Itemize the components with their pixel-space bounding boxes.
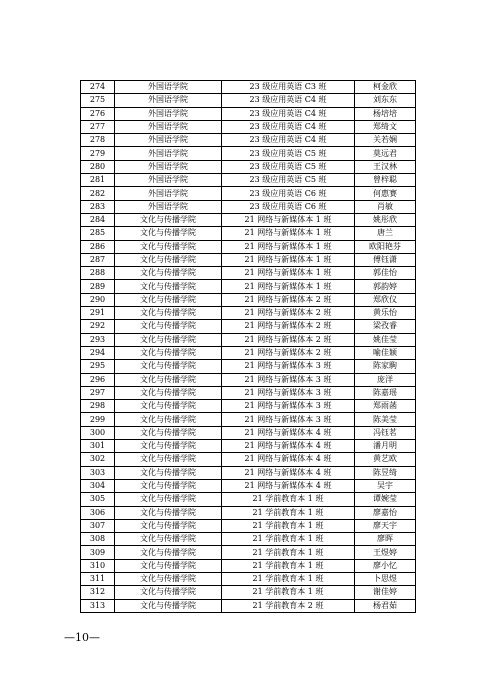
- class-cell: 21 网络与新媒体本 4 班: [222, 440, 355, 453]
- college-cell: 文化与传播学院: [115, 333, 222, 346]
- row-number-cell: 294: [81, 346, 115, 359]
- class-cell: 21 学前教育本 1 班: [222, 493, 355, 506]
- row-number-cell: 292: [81, 320, 115, 333]
- table-row: [81, 307, 416, 320]
- row-number-cell: 301: [81, 440, 115, 453]
- college-cell: 文化与传播学院: [115, 493, 222, 506]
- student-name-cell: 陈美莹: [355, 413, 416, 426]
- table-row: [81, 586, 416, 599]
- class-cell: 21 网络与新媒体本 1 班: [222, 240, 355, 253]
- student-name-cell: 傅钰潇: [355, 253, 416, 266]
- college-cell: 文化与传播学院: [115, 559, 222, 572]
- row-number-cell: 277: [81, 120, 115, 133]
- table-row: [81, 200, 416, 213]
- college-cell: 外国语学院: [115, 107, 222, 120]
- college-cell: 外国语学院: [115, 81, 222, 94]
- class-cell: 21 网络与新媒体本 2 班: [222, 346, 355, 359]
- student-name-cell: 杨培培: [355, 107, 416, 120]
- table-row: [81, 413, 416, 426]
- row-number-cell: 286: [81, 240, 115, 253]
- college-cell: 文化与传播学院: [115, 320, 222, 333]
- class-cell: 21 学前教育本 1 班: [222, 546, 355, 559]
- student-name-cell: 唐兰: [355, 227, 416, 240]
- student-name-cell: 何惠赛: [355, 187, 416, 200]
- table-row: [81, 213, 416, 226]
- student-name-cell: 王煜婷: [355, 546, 416, 559]
- class-cell: 23 级应用英语 C6 班: [222, 187, 355, 200]
- college-cell: 外国语学院: [115, 120, 222, 133]
- college-cell: 文化与传播学院: [115, 267, 222, 280]
- student-name-cell: 卜思煜: [355, 572, 416, 585]
- row-number-cell: 309: [81, 546, 115, 559]
- college-cell: 文化与传播学院: [115, 546, 222, 559]
- class-cell: 21 网络与新媒体本 1 班: [222, 267, 355, 280]
- row-number-cell: 276: [81, 107, 115, 120]
- table-row: [81, 147, 416, 160]
- class-cell: 21 网络与新媒体本 2 班: [222, 293, 355, 306]
- row-number-cell: 298: [81, 400, 115, 413]
- table-row: [81, 572, 416, 585]
- class-cell: 21 学前教育本 1 班: [222, 572, 355, 585]
- row-number-cell: 281: [81, 174, 115, 187]
- class-cell: 21 网络与新媒体本 4 班: [222, 426, 355, 439]
- college-cell: 文化与传播学院: [115, 466, 222, 479]
- college-cell: 文化与传播学院: [115, 440, 222, 453]
- class-cell: 21 网络与新媒体本 1 班: [222, 280, 355, 293]
- class-cell: 21 网络与新媒体本 1 班: [222, 253, 355, 266]
- student-name-cell: 黄乐怡: [355, 307, 416, 320]
- row-number-cell: 302: [81, 453, 115, 466]
- student-name-cell: 谢佳婷: [355, 586, 416, 599]
- college-cell: 文化与传播学院: [115, 519, 222, 532]
- student-name-cell: 郭韵婷: [355, 280, 416, 293]
- row-number-cell: 289: [81, 280, 115, 293]
- row-number-cell: 282: [81, 187, 115, 200]
- student-name-cell: 柯金欣: [355, 81, 416, 94]
- class-cell: 21 学前教育本 1 班: [222, 586, 355, 599]
- student-name-cell: 黄艺欧: [355, 453, 416, 466]
- row-number-cell: 310: [81, 559, 115, 572]
- college-cell: 文化与传播学院: [115, 240, 222, 253]
- row-number-cell: 312: [81, 586, 115, 599]
- class-cell: 21 网络与新媒体本 3 班: [222, 360, 355, 373]
- college-cell: 文化与传播学院: [115, 413, 222, 426]
- student-name-cell: 关若娴: [355, 134, 416, 147]
- row-number-cell: 290: [81, 293, 115, 306]
- table-body: [81, 81, 416, 613]
- table-row: [81, 386, 416, 399]
- class-cell: 21 网络与新媒体本 2 班: [222, 333, 355, 346]
- class-cell: 21 网络与新媒体本 3 班: [222, 386, 355, 399]
- row-number-cell: 293: [81, 333, 115, 346]
- table-row: [81, 134, 416, 147]
- table-row: [81, 240, 416, 253]
- college-cell: 文化与传播学院: [115, 373, 222, 386]
- table-row: [81, 360, 416, 373]
- student-name-cell: 谭婉莹: [355, 493, 416, 506]
- student-name-cell: 欧阳艳芬: [355, 240, 416, 253]
- college-cell: 文化与传播学院: [115, 453, 222, 466]
- class-cell: 23 级应用英语 C4 班: [222, 94, 355, 107]
- class-cell: 21 网络与新媒体本 1 班: [222, 227, 355, 240]
- class-cell: 21 网络与新媒体本 1 班: [222, 213, 355, 226]
- student-name-cell: 莫远君: [355, 147, 416, 160]
- table-row: [81, 267, 416, 280]
- class-cell: 21 学前教育本 1 班: [222, 519, 355, 532]
- page-number: —10—: [64, 631, 100, 644]
- college-cell: 文化与传播学院: [115, 227, 222, 240]
- college-cell: 文化与传播学院: [115, 586, 222, 599]
- class-cell: 21 网络与新媒体本 3 班: [222, 413, 355, 426]
- college-cell: 文化与传播学院: [115, 213, 222, 226]
- table-row: [81, 293, 416, 306]
- student-name-cell: 曾梓聪: [355, 174, 416, 187]
- class-cell: 21 网络与新媒体本 2 班: [222, 320, 355, 333]
- row-number-cell: 306: [81, 506, 115, 519]
- student-name-cell: 姚彤欣: [355, 213, 416, 226]
- row-number-cell: 311: [81, 572, 115, 585]
- college-cell: 外国语学院: [115, 134, 222, 147]
- student-name-cell: 冯钰茗: [355, 426, 416, 439]
- college-cell: 外国语学院: [115, 147, 222, 160]
- row-number-cell: 313: [81, 599, 115, 612]
- row-number-cell: 308: [81, 533, 115, 546]
- class-cell: 23 级应用英语 C5 班: [222, 174, 355, 187]
- college-cell: 文化与传播学院: [115, 253, 222, 266]
- row-number-cell: 300: [81, 426, 115, 439]
- student-name-cell: 廖天宇: [355, 519, 416, 532]
- row-number-cell: 307: [81, 519, 115, 532]
- college-cell: 文化与传播学院: [115, 293, 222, 306]
- student-list-table: [80, 80, 416, 613]
- college-cell: 外国语学院: [115, 187, 222, 200]
- table-row: [81, 493, 416, 506]
- class-cell: 21 网络与新媒体本 3 班: [222, 400, 355, 413]
- table-row: [81, 546, 416, 559]
- class-cell: 21 网络与新媒体本 4 班: [222, 466, 355, 479]
- row-number-cell: 280: [81, 160, 115, 173]
- table-row: [81, 346, 416, 359]
- row-number-cell: 274: [81, 81, 115, 94]
- class-cell: 21 网络与新媒体本 4 班: [222, 453, 355, 466]
- college-cell: 文化与传播学院: [115, 426, 222, 439]
- row-number-cell: 279: [81, 147, 115, 160]
- student-name-cell: 吴宇: [355, 479, 416, 492]
- college-cell: 文化与传播学院: [115, 360, 222, 373]
- class-cell: 23 级应用英语 C3 班: [222, 81, 355, 94]
- table-row: [81, 94, 416, 107]
- row-number-cell: 285: [81, 227, 115, 240]
- table-row: [81, 187, 416, 200]
- table-row: [81, 400, 416, 413]
- student-name-cell: 廖晖: [355, 533, 416, 546]
- college-cell: 文化与传播学院: [115, 346, 222, 359]
- table-row: [81, 506, 416, 519]
- table-row: [81, 519, 416, 532]
- student-name-cell: 陈昱绮: [355, 466, 416, 479]
- class-cell: 23 级应用英语 C5 班: [222, 160, 355, 173]
- student-name-cell: 梁孜睿: [355, 320, 416, 333]
- table-row: [81, 466, 416, 479]
- table-row: [81, 426, 416, 439]
- row-number-cell: 299: [81, 413, 115, 426]
- student-name-cell: 郭佳怡: [355, 267, 416, 280]
- table-row: [81, 453, 416, 466]
- class-cell: 21 学前教育本 1 班: [222, 533, 355, 546]
- student-name-cell: 廖小忆: [355, 559, 416, 572]
- table-row: [81, 599, 416, 612]
- class-cell: 21 学前教育本 1 班: [222, 506, 355, 519]
- student-name-cell: 王汉林: [355, 160, 416, 173]
- student-name-cell: 陈家駒: [355, 360, 416, 373]
- student-name-cell: 郑雨菡: [355, 400, 416, 413]
- row-number-cell: 288: [81, 267, 115, 280]
- row-number-cell: 283: [81, 200, 115, 213]
- student-name-cell: 庞洋: [355, 373, 416, 386]
- college-cell: 文化与传播学院: [115, 533, 222, 546]
- table-row: [81, 253, 416, 266]
- college-cell: 文化与传播学院: [115, 307, 222, 320]
- class-cell: 21 网络与新媒体本 3 班: [222, 373, 355, 386]
- table-row: [81, 227, 416, 240]
- table-row: [81, 533, 416, 546]
- student-name-cell: 杨君茹: [355, 599, 416, 612]
- row-number-cell: 297: [81, 386, 115, 399]
- row-number-cell: 287: [81, 253, 115, 266]
- college-cell: 文化与传播学院: [115, 506, 222, 519]
- table-row: [81, 559, 416, 572]
- table-row: [81, 160, 416, 173]
- row-number-cell: 296: [81, 373, 115, 386]
- table-row: [81, 280, 416, 293]
- student-name-cell: 廖嘉怡: [355, 506, 416, 519]
- college-cell: 外国语学院: [115, 160, 222, 173]
- class-cell: 21 学前教育本 2 班: [222, 599, 355, 612]
- student-name-cell: 潘月明: [355, 440, 416, 453]
- row-number-cell: 284: [81, 213, 115, 226]
- student-name-cell: 郑欣仪: [355, 293, 416, 306]
- student-name-cell: 陈嘉瑶: [355, 386, 416, 399]
- table-row: [81, 440, 416, 453]
- college-cell: 外国语学院: [115, 174, 222, 187]
- table-row: [81, 81, 416, 94]
- class-cell: 23 级应用英语 C4 班: [222, 107, 355, 120]
- college-cell: 文化与传播学院: [115, 572, 222, 585]
- class-cell: 23 级应用英语 C6 班: [222, 200, 355, 213]
- table-row: [81, 333, 416, 346]
- table-row: [81, 320, 416, 333]
- row-number-cell: 295: [81, 360, 115, 373]
- class-cell: 21 学前教育本 1 班: [222, 559, 355, 572]
- student-name-cell: 喻佳颖: [355, 346, 416, 359]
- table-row: [81, 120, 416, 133]
- table-row: [81, 174, 416, 187]
- student-name-cell: 肖敏: [355, 200, 416, 213]
- class-cell: 21 网络与新媒体本 2 班: [222, 307, 355, 320]
- row-number-cell: 305: [81, 493, 115, 506]
- student-name-cell: 刘东东: [355, 94, 416, 107]
- table-row: [81, 479, 416, 492]
- class-cell: 23 级应用英语 C5 班: [222, 147, 355, 160]
- college-cell: 文化与传播学院: [115, 400, 222, 413]
- college-cell: 文化与传播学院: [115, 479, 222, 492]
- class-cell: 23 级应用英语 C4 班: [222, 120, 355, 133]
- table-row: [81, 373, 416, 386]
- college-cell: 文化与传播学院: [115, 599, 222, 612]
- college-cell: 外国语学院: [115, 94, 222, 107]
- row-number-cell: 303: [81, 466, 115, 479]
- row-number-cell: 275: [81, 94, 115, 107]
- student-name-cell: 姚佳莹: [355, 333, 416, 346]
- college-cell: 文化与传播学院: [115, 280, 222, 293]
- college-cell: 外国语学院: [115, 200, 222, 213]
- row-number-cell: 291: [81, 307, 115, 320]
- student-name-cell: 郑绮文: [355, 120, 416, 133]
- class-cell: 23 级应用英语 C4 班: [222, 134, 355, 147]
- table-row: [81, 107, 416, 120]
- row-number-cell: 304: [81, 479, 115, 492]
- row-number-cell: 278: [81, 134, 115, 147]
- college-cell: 文化与传播学院: [115, 386, 222, 399]
- class-cell: 21 网络与新媒体本 4 班: [222, 479, 355, 492]
